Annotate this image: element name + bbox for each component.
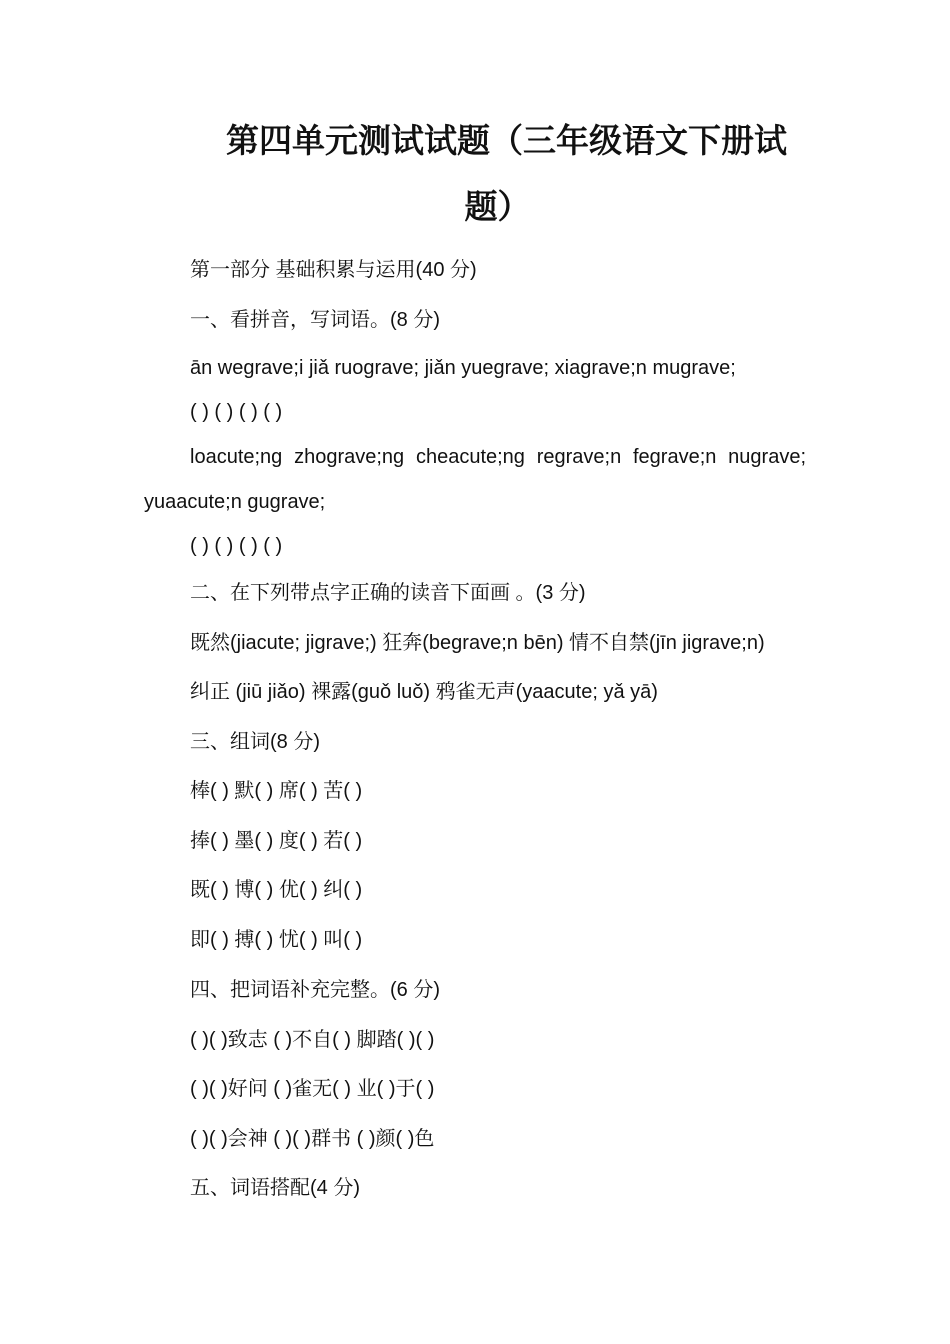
q2-row1: 既然(jiacute; jigrave;) 狂奔(begrave;n bēn) 情不自禁(jīn jigrave;n) [190,632,765,654]
q5-heading: 五、词语搭配(4 分) [190,1177,360,1199]
q2-heading: 二、在下列带点字正确的读音下面画 。(3 分) [190,582,586,604]
q1-pinyin-row2-continued: yuaacute;n gugrave; [144,491,326,513]
q3-heading: 三、组词(8 分) [190,731,320,753]
document-title-line1: 第四单元测试试题（三年级语文下册试 [226,122,787,159]
q2-row2: 纠正 (jiū jiǎo) 裸露(guǒ luǒ) 鸦雀无声(yaacute; yǎ yā) [190,681,658,703]
q1-blanks-row1: ( ) ( ) ( ) ( ) [190,401,283,423]
q3-row2: 捧( ) 墨( ) 度( ) 若( ) [190,830,363,852]
q4-row3: ( )( )会神 ( )( )群书 ( )颜( )色 [190,1128,435,1150]
q3-row4: 即( ) 搏( ) 忧( ) 叫( ) [190,929,363,951]
q4-heading: 四、把词语补充完整。(6 分) [190,979,440,1001]
part1-heading: 第一部分 基础积累与运用(40 分) [190,259,477,281]
q1-blanks-row2: ( ) ( ) ( ) ( ) [190,535,283,557]
q4-row2: ( )( )好问 ( )雀无( ) 业( )于( ) [190,1078,435,1100]
q3-row1: 棒( ) 默( ) 席( ) 苦( ) [190,780,363,802]
q1-pinyin-row2: loacute;ng zhograve;ng cheacute;ng regrave;n fegrave;n nugrave; [190,446,806,468]
q1-pinyin-row1: ān wegrave;i jiǎ ruograve; jiǎn yuegrave; xiagrave;n mugrave; [190,357,736,379]
q1-heading: 一、看拼音，写词语。(8 分) [190,309,440,331]
document-title-line2: 题） [464,188,531,225]
q3-row3: 既( ) 博( ) 优( ) 纠( ) [190,879,363,901]
q4-row1: ( )( )致志 ( )不自( ) 脚踏( )( ) [190,1029,435,1051]
